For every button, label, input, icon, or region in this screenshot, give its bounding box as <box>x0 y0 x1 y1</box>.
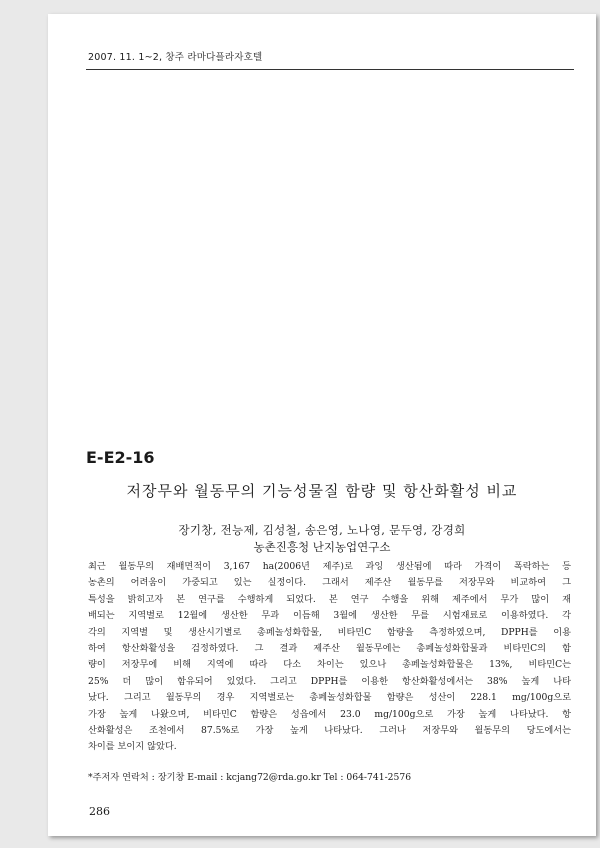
abstract-line: 났다. 그리고 월동무의 경우 지역별로는 총페놀성화합물 함량은 성산이 228.1 mg/100g으로 <box>88 692 571 704</box>
abstract-line: 농촌의 어려움이 가중되고 있는 실정이다. 그래서 제주산 월동무를 저장무와 비교하여 그 <box>88 577 571 589</box>
page-number: 286 <box>89 805 110 818</box>
author-list: 장기창, 전능제, 김성철, 송은영, 노나영, 문두영, 강경희 <box>178 523 466 537</box>
affiliation: 농촌진흥청 난지농업연구소 <box>253 540 391 554</box>
running-header: 2007. 11. 1~2, 창주 라마다플라자호텔 <box>88 52 263 63</box>
abstract <box>88 559 571 756</box>
abstract-line: 25% 더 많이 함유되어 있었다. 그리고 DPPH를 이용한 항산화활성에서는 38% 높게 나타 <box>88 675 571 687</box>
abstract-line: 산화활성은 조천에서 87.5%로 가장 높게 나타났다. 그러나 저장무와 월동무의 당도에서는 <box>88 725 571 737</box>
abstract-line-last: 차이를 보이지 않았다. <box>88 741 177 753</box>
abstract-line: 각의 지역별 및 생산시기별로 총페놀성화합물, 비타민C 함량을 측정하였으며, DPPH를 이용 <box>88 626 571 638</box>
abstract-line: 량이 저장무에 비해 지역에 따라 다소 차이는 있으나 총페놀성화합물은 13%, 비타민C는 <box>88 659 571 671</box>
corresponding-author: *주저자 연락처 : 장기창 E-mail : kcjang72@rda.go.kr Tel : 064-741-2576 <box>88 772 412 783</box>
abstract-line: 하여 항산화활성을 검정하였다. 그 결과 제주산 월동무에는 총페놀성화합물과 비타민C의 함 <box>88 643 571 655</box>
abstract-line: 최근 월동무의 재배면적이 3,167 ha(2006년 제주)로 과잉 생산됨에 따라 가격이 폭락하는 등 <box>88 561 571 572</box>
abstract-line: 배되는 지역별로 12월에 생산한 무과 이듬해 3월에 생산한 무를 시험재료로 이용하였다. 각 <box>88 610 571 622</box>
paper-code: E-E2-16 <box>86 448 155 467</box>
paper-title: 저장무와 월동무의 기능성물질 함량 및 항산화활성 비교 <box>126 482 518 500</box>
abstract-line: 특성을 밝히고자 본 연구를 수행하게 되었다. 본 연구 수행을 위해 제주에서 무가 많이 재 <box>88 593 571 605</box>
header-rule <box>86 69 574 70</box>
document-page <box>48 14 596 836</box>
abstract-line: 가장 높게 나왔으며, 비타민C 함량은 성읍에서 23.0 mg/100g으로 가장 높게 나타났다. 항 <box>88 708 571 720</box>
